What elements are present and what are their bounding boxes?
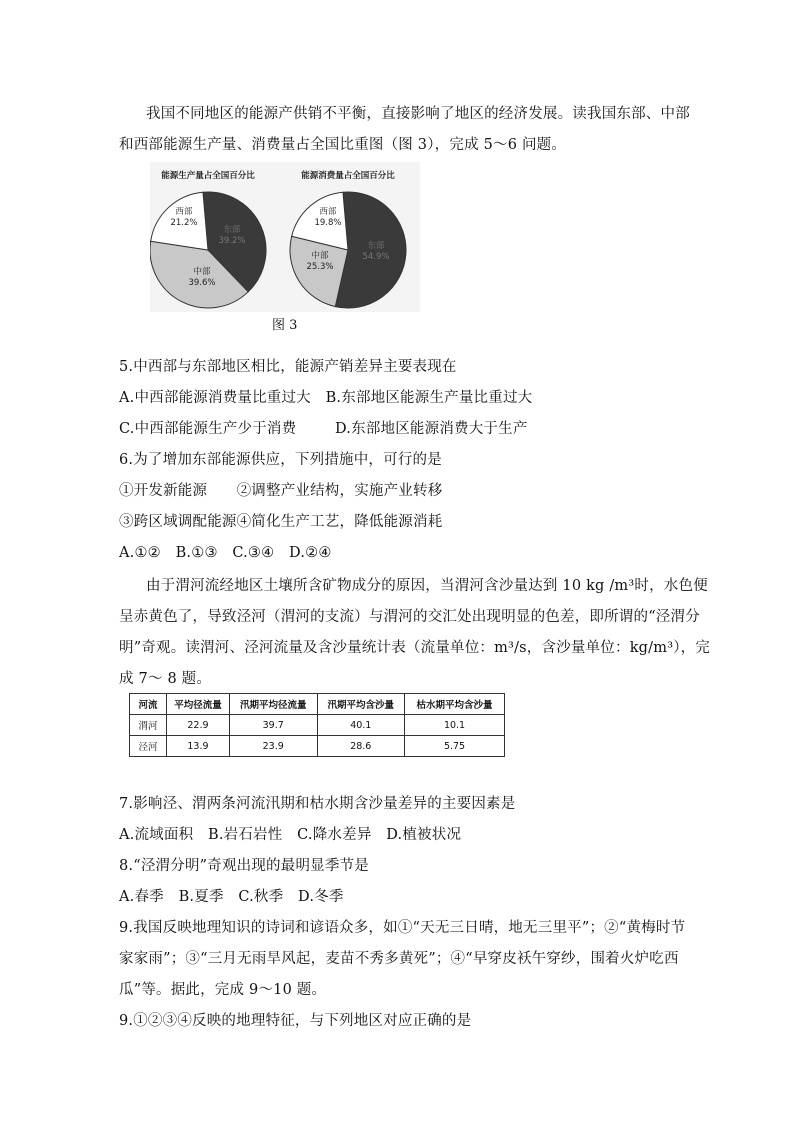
table-cell: 23.9 [229, 736, 317, 757]
table-row [130, 736, 505, 757]
table-header: 河流 [130, 694, 167, 715]
pie-slice-label: 西部 [175, 207, 193, 217]
question-stem: 9.①②③④反映的地理特征，与下列地区对应正确的是 [119, 1013, 472, 1029]
intro-line: 成 7～ 8 题。 [119, 671, 212, 687]
table-cell: 28.6 [317, 736, 405, 757]
pie-slice-label: 东部 [367, 241, 385, 251]
river-flow-table [129, 693, 505, 757]
intro-line: 呈赤黄色了，导致泾河（渭河的支流）与渭河的交汇处出现明显的色差，即所谓的“泾渭分 [119, 609, 700, 625]
intro-line: 9.我国反映地理知识的诗词和谚语众多，如①“天无三日晴，地无三里平”；②“黄梅时节 [119, 920, 686, 936]
options: A.春季 B.夏季 C.秋季 D.冬季 [119, 889, 344, 905]
question-stem: 7.影响泾、渭两条河流汛期和枯水期含沙量差异的主要因素是 [119, 796, 516, 812]
figure-caption: 图 3 [272, 318, 298, 333]
pie-slice-value: 54.9% [362, 252, 390, 262]
intro-line: 由于渭河流经地区土壤所含矿物成分的原因，当渭河含沙量达到 10 kg /m³时，水色便 [146, 578, 708, 594]
options: A.流域面积 B.岩石岩性 C.降水差异 D.植被状况 [119, 827, 462, 843]
table-cell: 39.7 [229, 715, 317, 736]
intro-line: 和西部能源生产量、消费量占全国比重图（图 3），完成 5～6 问题。 [119, 137, 567, 153]
question-stem: 8.“泾渭分明”奇观出现的最明显季节是 [119, 858, 369, 874]
table-header: 平均径流量 [167, 694, 230, 715]
table-cell: 13.9 [167, 736, 230, 757]
table-cell: 40.1 [317, 715, 405, 736]
question-stem: 5.中西部与东部地区相比，能源产销差异主要表现在 [119, 359, 457, 375]
option-c: C.中西部能源生产少于消费 [119, 421, 297, 437]
intro-line: 家家雨”；③“三月无雨旱风起，麦苗不秀多黄死”；④“早穿皮袄午穿纱，围着火炉吃西 [119, 951, 679, 967]
options-ab: A.中西部能源消费量比重过大 B.东部地区能源生产量比重过大 [119, 390, 533, 406]
pie-slice-label: 中部 [311, 251, 329, 261]
table-cell: 10.1 [405, 715, 505, 736]
pie-slice-value: 21.2% [170, 218, 198, 228]
pie-slice-value: 19.8% [314, 218, 342, 228]
pie-title-production: 能源生产量占全国百分比 [161, 171, 255, 181]
figure-3-pie-charts [150, 162, 420, 312]
pie-slice-value: 25.3% [306, 262, 334, 272]
options: A.①② B.①③ C.③④ D.②④ [119, 545, 332, 561]
intro-line: 瓜”等。据此，完成 9～10 题。 [119, 982, 327, 998]
pie-slice-label: 西部 [319, 207, 337, 217]
pie-title-consumption: 能源消费量占全国百分比 [301, 171, 395, 181]
intro-line: 我国不同地区的能源产供销不平衡，直接影响了地区的经济发展。读我国东部、中部 [146, 106, 690, 122]
intro-line: 明”奇观。读渭河、泾河流量及含沙量统计表（流量单位：m³/s，含沙量单位：kg/m³），完 [119, 640, 711, 656]
pie-slice-value: 39.6% [188, 278, 216, 288]
table-cell: 22.9 [167, 715, 230, 736]
table-cell: 渭河 [130, 715, 167, 736]
table-header-row [130, 694, 505, 715]
measure-items: ③跨区域调配能源④简化生产工艺，降低能源消耗 [119, 514, 443, 530]
table-cell: 泾河 [130, 736, 167, 757]
pie-slice-label: 中部 [193, 267, 211, 277]
table-header: 汛期平均含沙量 [317, 694, 405, 715]
measure-items: ①开发新能源 ②调整产业结构，实施产业转移 [119, 483, 443, 499]
table-header: 汛期平均径流量 [229, 694, 317, 715]
pie-slice-label: 东部 [223, 225, 241, 235]
question-stem: 6.为了增加东部能源供应，下列措施中，可行的是 [119, 452, 442, 468]
table-row [130, 715, 505, 736]
option-d: D.东部地区能源消费大于生产 [335, 421, 528, 437]
table-cell: 5.75 [405, 736, 505, 757]
pie-slice-value: 39.2% [218, 236, 246, 246]
table-header: 枯水期平均含沙量 [405, 694, 505, 715]
